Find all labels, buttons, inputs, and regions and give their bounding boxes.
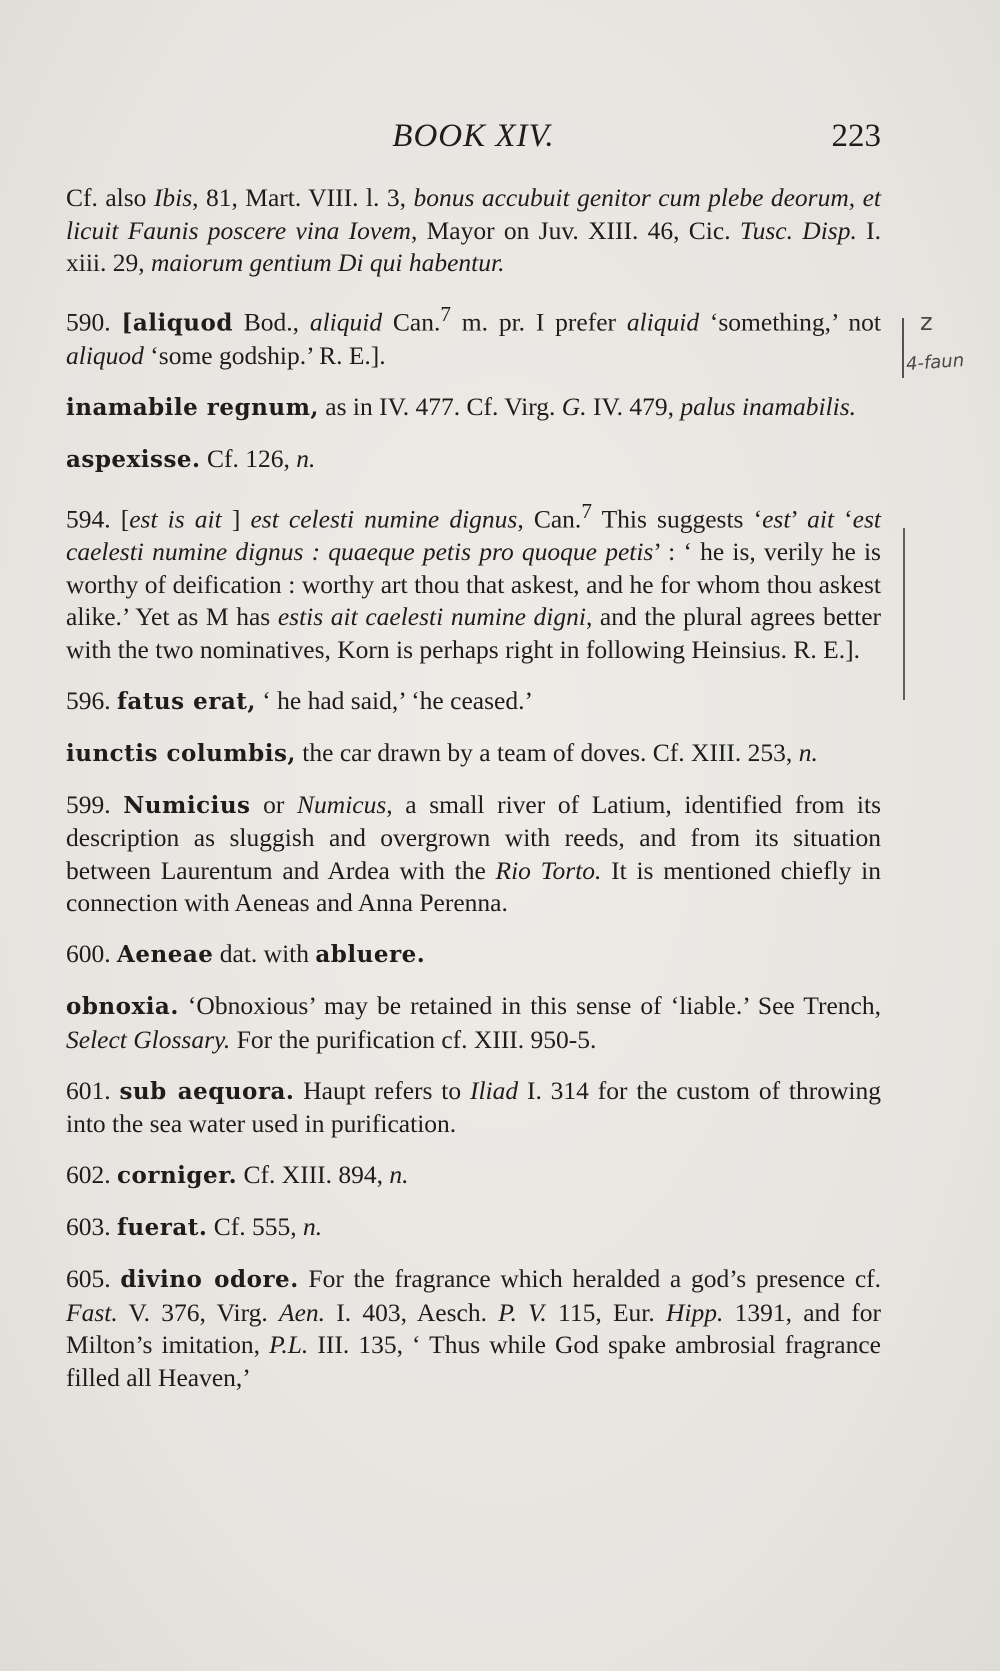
note-aspexisse: aspexisse. Cf. 126, n. xyxy=(66,444,316,473)
note-inamabile: inamabile regnum, as in IV. 477. Cf. Virg. G. IV. 479, palus inamabilis. xyxy=(66,392,857,421)
note-605: 605. divino odore. For the fragrance which heralded a god’s presence cf. Fast. V. 376, Virg. Aen. I. 403, Aesch. P. V. 115, Eur. Hipp. 1391, and for Milton’s imitation, P.L. III. 135, ‘ Thus while God spake ambrosial fragrance filled all Heaven,’ xyxy=(66,1264,882,1392)
note-iunctis: iunctis columbis, the car drawn by a team of doves. Cf. XIII. 253, n. xyxy=(66,737,818,767)
note-601: 601. sub aequora. Haupt refers to Iliad I. 314 for the custom of throwing into the sea water used in purification. xyxy=(66,1075,881,1138)
note-594: 594. [est is ait ] est celesti numine dignus, Can.$^7$ This suggests ‘est’ ait ‘est caelesti numine dignus : quaeque petis pro quoque petis’ : ‘ he is, verily he is worthy of deification : worthy art thou that askest, and he for whom thou askest alike.’ Yet as M has estis ait caelesti numine digni, and the plural agrees better with the two nominatives, Korn is perhaps right in following Heinsius. R. E.]. xyxy=(66,499,882,664)
margin-bracket-590 xyxy=(902,318,904,378)
pencil-mark-top: z xyxy=(920,308,933,336)
note-obnoxia: obnoxia. ‘Obnoxious’ may be retained in this sense of ‘liable.’ See Trench, Select Glossary. For the purification cf. XIII. 950-5. xyxy=(66,991,881,1054)
pencil-mark-bottom: 4-faun xyxy=(905,349,965,376)
note-600: 600. Aeneae dat. with abluere. xyxy=(66,939,426,968)
note-602: 602. corniger. Cf. XIII. 894, n. xyxy=(66,1160,409,1189)
note-590: 590. [aliquod Bod., aliquid Can.$^7$ m. pr. I prefer aliquid ‘something,’ not aliquod ‘some godship.’ R. E.]. xyxy=(66,302,881,370)
running-header xyxy=(66,118,881,168)
note-596: 596. fatus erat, ‘ he had said,’ ‘he ceased.’ xyxy=(66,685,533,715)
commentary-body xyxy=(66,182,881,1413)
page-number: 223 xyxy=(831,118,881,154)
margin-line-594 xyxy=(903,528,905,700)
running-title: BOOK XIV. xyxy=(392,118,555,154)
note-599: 599. Numicius or Numicus, a small river of Latium, identified from its description as sluggish and overgrown with reeds, and from its situation between Laurentum and Ardea with the Rio Torto. It is mentioned chiefly in connection with Aeneas and Anna Perenna. xyxy=(66,789,882,917)
note-cf: Cf. also Ibis, 81, Mart. VIII. l. 3, bonus accubuit genitor cum plebe deorum, et licuit Faunis poscere vina Iovem, Mayor on Juv. XIII. 46, Cic. Tusc. Disp. I. xiii. 29, maiorum gentium Di qui habentur. xyxy=(66,183,882,277)
note-603: 603. fuerat. Cf. 555, n. xyxy=(66,1212,323,1241)
